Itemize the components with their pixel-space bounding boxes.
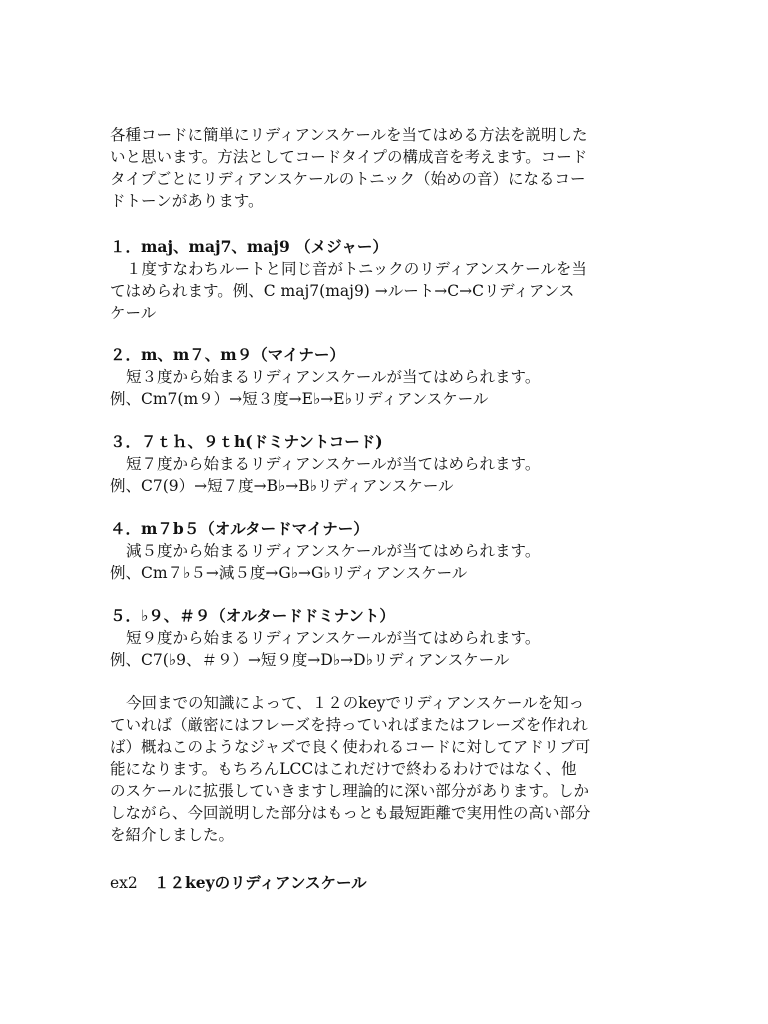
- intro-line: 各種コードに簡単にリディアンスケールを当てはめる方法を説明した: [110, 126, 588, 144]
- section-major: [110, 236, 670, 324]
- intro-paragraph: [110, 124, 670, 212]
- section-dominant: [110, 431, 670, 497]
- section-heading: ４．m７b５（オルタードマイナー）: [110, 519, 369, 538]
- conclusion-line: 能になります。もちろんLCCはこれだけで終わるわけではなく、他: [110, 760, 577, 778]
- example-title: １２keyのリディアンスケール: [154, 873, 367, 892]
- section-line: 減５度から始まるリディアンスケールが当てはめられます。: [126, 542, 541, 560]
- conclusion-line: のスケールに拡張していきますし理論的に深い部分があります。しか: [110, 782, 589, 800]
- section-line: 短７度から始まるリディアンスケールが当てはめられます。: [126, 455, 541, 473]
- section-line: 短９度から始まるリディアンスケールが当てはめられます。: [126, 629, 541, 647]
- section-line: 短３度から始まるリディアンスケールが当てはめられます。: [126, 368, 541, 386]
- section-heading: ３．７ｔｈ、９ｔh(ドミナントコード): [110, 432, 383, 451]
- conclusion-line: ば）概ねこのようなジャズで良く使われるコードに対してアドリブ可: [110, 738, 591, 756]
- section-line: １度すなわちルートと同じ音がトニックのリディアンスケールを当: [126, 260, 587, 278]
- intro-line: いと思います。方法としてコードタイプの構成音を考えます。コード: [110, 148, 588, 166]
- example-label: ex2: [110, 874, 138, 892]
- section-minor: [110, 344, 670, 410]
- conclusion-line: ていれば（厳密にはフレーズを持っていればまたはフレーズを作れれ: [110, 716, 588, 734]
- section-altered-dominant: [110, 605, 670, 671]
- conclusion-paragraph: [110, 692, 670, 846]
- section-line: 例、Cm7(m９）→短３度→E♭→E♭リディアンスケール: [110, 390, 489, 408]
- section-line: ケール: [110, 304, 157, 322]
- section-line: 例、C7(9）→短７度→B♭→B♭リディアンスケール: [110, 477, 454, 495]
- section-heading: １．maj、maj7、maj9 （メジャー）: [110, 237, 388, 256]
- intro-line: タイプごとにリディアンスケールのトニック（始めの音）になるコー: [110, 170, 586, 188]
- section-heading: ５．♭９、＃９（オルタードドミナント）: [110, 606, 395, 625]
- example-heading-line: [110, 872, 670, 894]
- section-heading: ２．m、m７、m９（マイナー）: [110, 345, 345, 364]
- section-line: 例、C7(♭9、＃９）→短９度→D♭→D♭リディアンスケール: [110, 651, 510, 669]
- conclusion-line: を紹介しました。: [110, 826, 235, 844]
- section-line: 例、Cm７♭５→減５度→G♭→G♭リディアンスケール: [110, 564, 468, 582]
- section-line: てはめられます。例、C maj7(maj9) →ルート→C→Cリディアンス: [110, 282, 575, 300]
- section-altered-minor: [110, 518, 670, 584]
- intro-line: ドトーンがあります。: [110, 192, 264, 210]
- conclusion-line: しながら、今回説明した部分はもっとも最短距離で実用性の高い部分: [110, 804, 591, 822]
- example-heading: [110, 872, 670, 894]
- conclusion-line: 今回までの知識によって、１２のkeyでリディアンスケールを知っ: [126, 694, 585, 712]
